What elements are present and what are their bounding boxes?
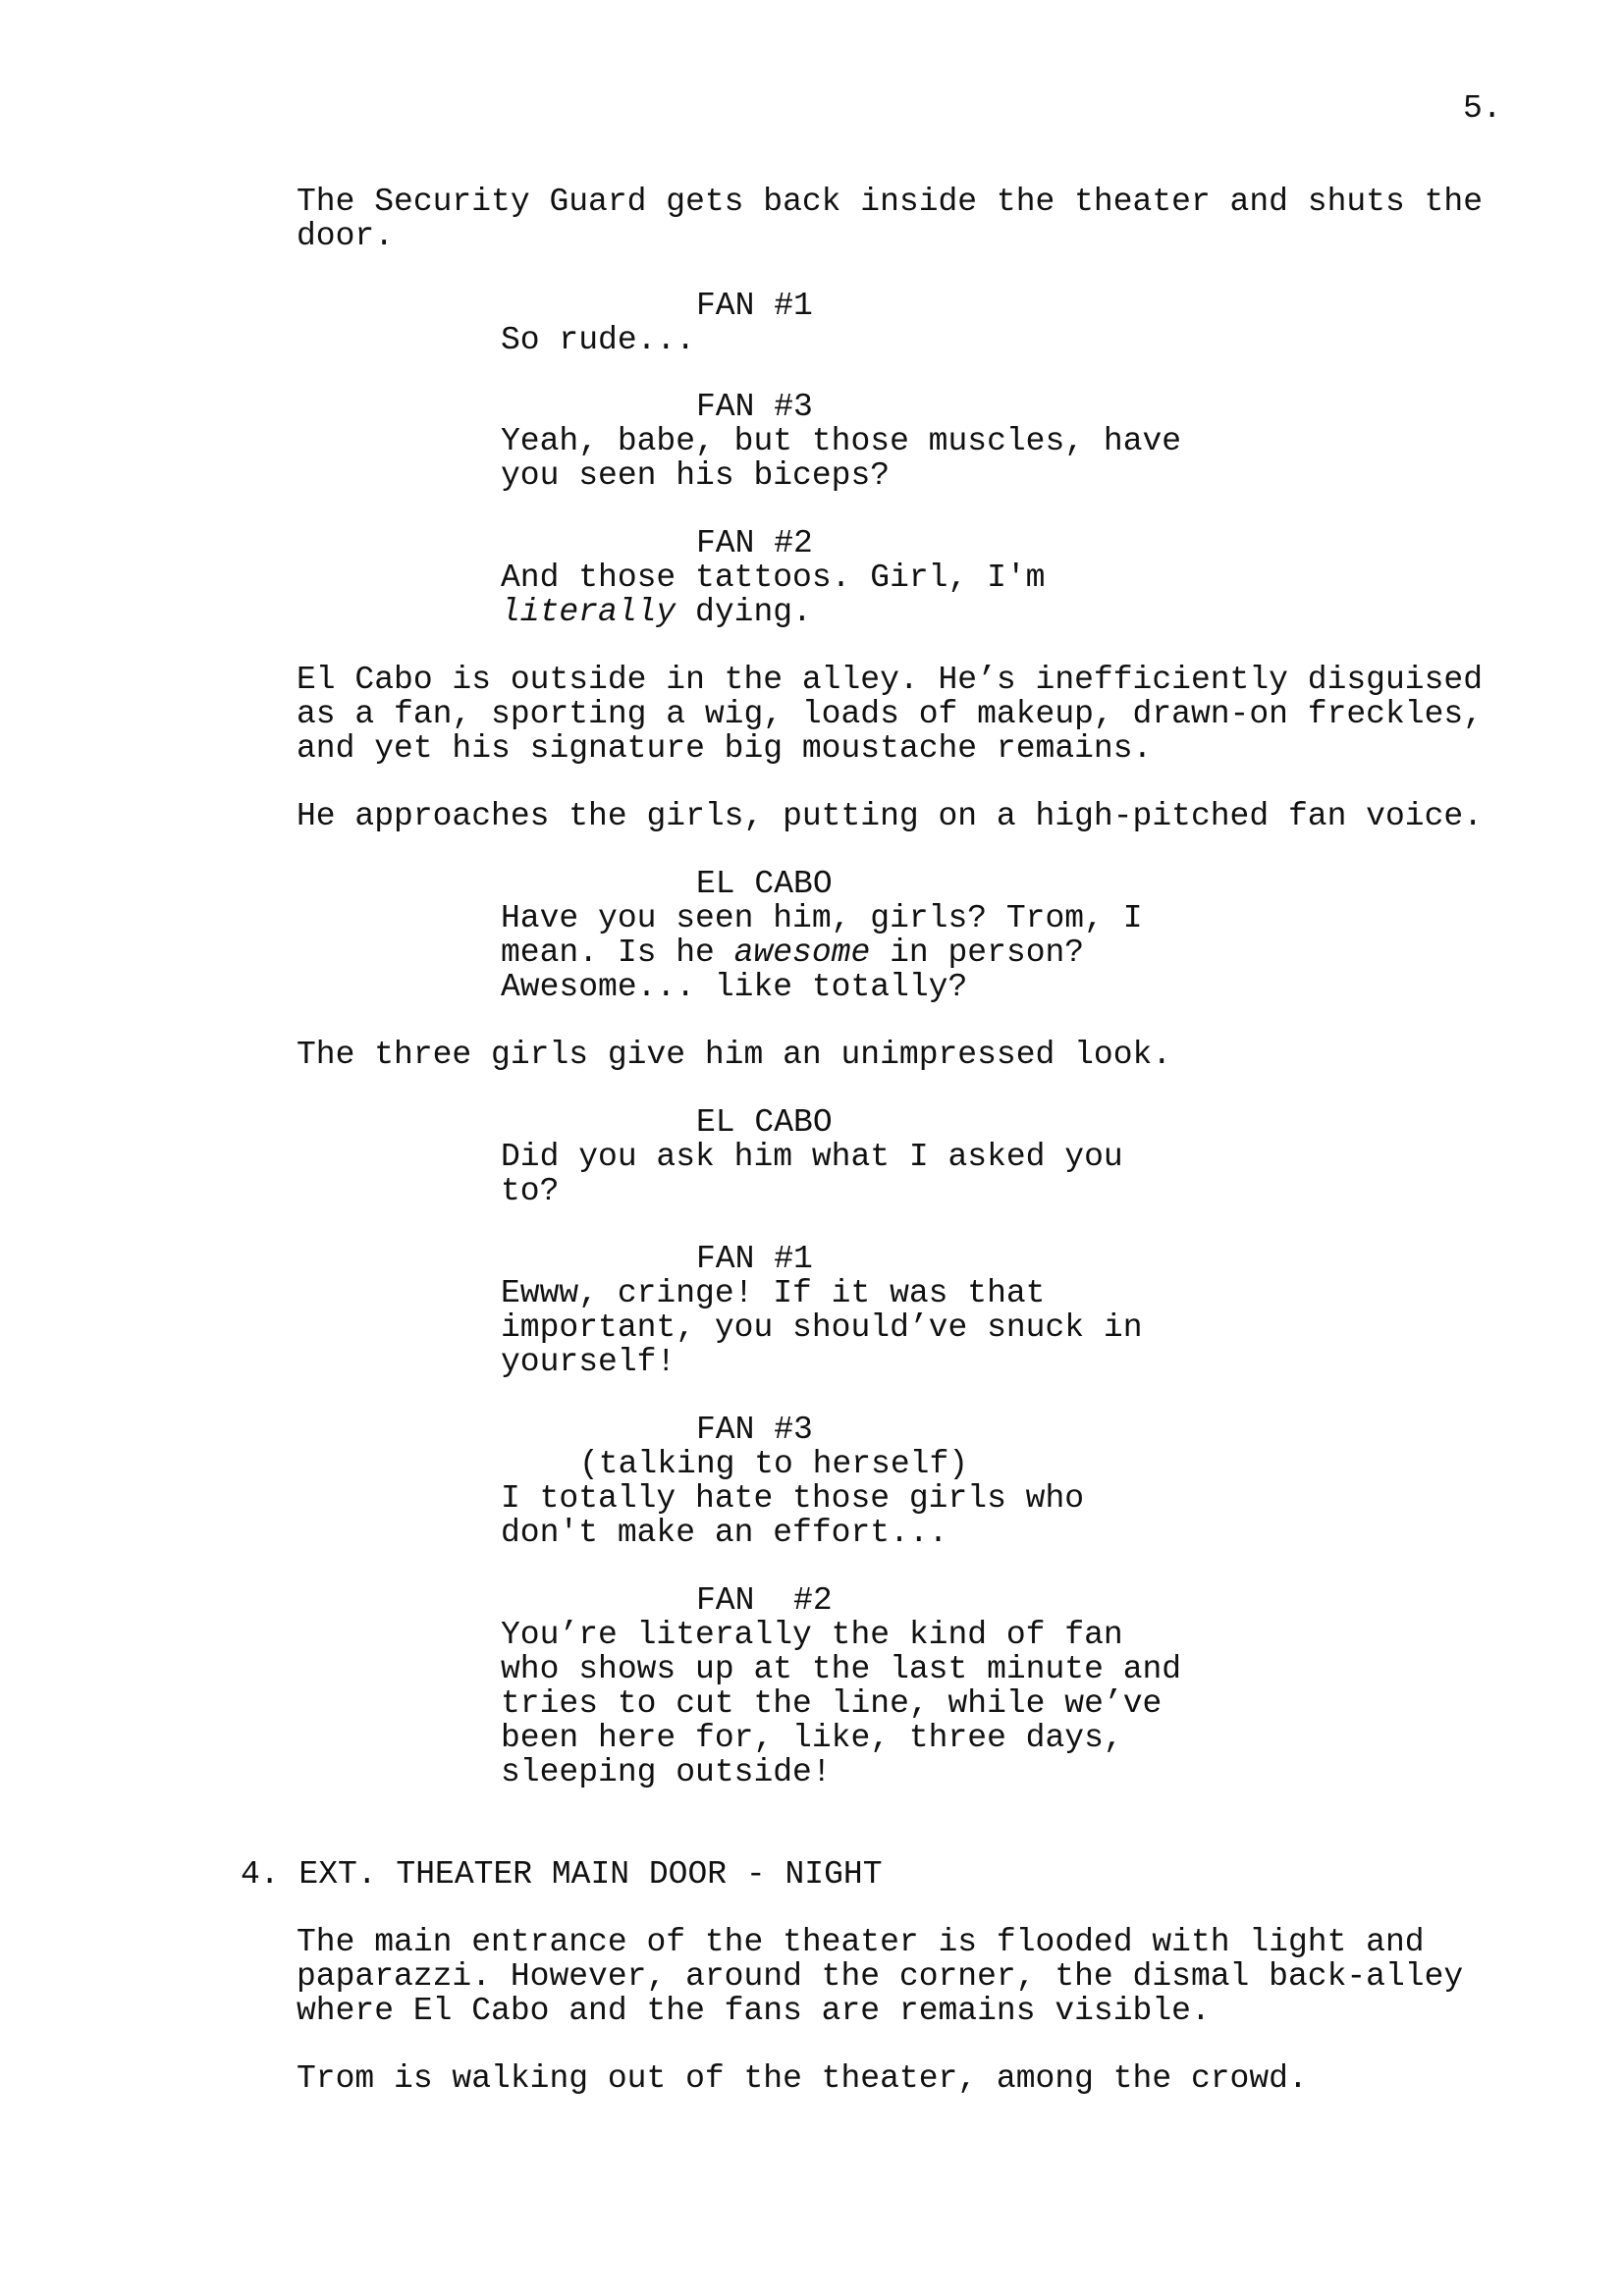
dialogue-line: yourself!: [501, 1344, 676, 1380]
dialogue-line: [501, 595, 812, 629]
dialogue-line: Have you seen him, girls? Trom, I: [501, 900, 1143, 936]
dialogue-line: [501, 935, 1084, 970]
parenthetical: (talking to herself): [579, 1446, 969, 1482]
action-line: and yet his signature big moustache remains.: [297, 730, 1153, 767]
dialogue-line: Yeah, babe, but those muscles, have: [501, 423, 1182, 459]
dialogue-line: to?: [501, 1173, 560, 1209]
italic-word: awesome: [733, 934, 871, 971]
character-cue: FAN #2: [696, 525, 813, 561]
character-cue: FAN #2: [696, 1582, 833, 1619]
italic-word: literally: [501, 594, 676, 630]
character-cue: EL CABO: [696, 1104, 833, 1141]
dialogue-line: important, you should’ve snuck in: [501, 1309, 1143, 1346]
dialogue-line: tries to cut the line, while we’ve: [501, 1685, 1163, 1722]
action-line: door.: [297, 218, 395, 254]
action-line: The main entrance of the theater is flooded with light and: [297, 1924, 1425, 1960]
character-cue: FAN #3: [696, 1412, 813, 1448]
character-cue: FAN #3: [696, 389, 813, 425]
dialogue-line: So rude...: [501, 322, 696, 358]
dialogue-line: you seen his biceps?: [501, 457, 891, 494]
action-line: The Security Guard gets back inside the theater and shuts the: [297, 184, 1483, 220]
action-line: El Cabo is outside in the alley. He’s inefficiently disguised: [297, 662, 1483, 698]
dialogue-line: Awesome... like totally?: [501, 969, 968, 1005]
scene-heading: 4. EXT. THEATER MAIN DOOR - NIGHT: [241, 1856, 883, 1893]
character-cue: EL CABO: [696, 866, 833, 902]
dialogue-line: You’re literally the kind of fan: [501, 1617, 1123, 1653]
dialogue-line: Did you ask him what I asked you: [501, 1139, 1123, 1175]
page-number: 5.: [1463, 90, 1502, 127]
action-line: where El Cabo and the fans are remains visible.: [297, 1993, 1211, 2029]
action-line: He approaches the girls, putting on a high-pitched fan voice.: [297, 798, 1483, 834]
action-line: Trom is walking out of the theater, among the crowd.: [297, 2060, 1308, 2097]
dialogue-line: I totally hate those girls who: [501, 1480, 1085, 1517]
dialogue-line: been here for, like, three days,: [501, 1720, 1123, 1756]
action-line: paparazzi. However, around the corner, the dismal back-alley: [297, 1958, 1464, 1995]
dialogue-text: in person?: [870, 934, 1085, 971]
dialogue-text: dying.: [676, 594, 812, 630]
character-cue: FAN #1: [696, 1241, 813, 1277]
action-line: as a fan, sporting a wig, loads of makeup, drawn-on freckles,: [297, 696, 1483, 732]
dialogue-line: who shows up at the last minute and: [501, 1651, 1182, 1687]
dialogue-text: mean. Is he: [501, 934, 734, 971]
dialogue-line: And those tattoos. Girl, I'm: [501, 560, 1046, 596]
dialogue-line: Ewww, cringe! If it was that: [501, 1275, 1046, 1311]
character-cue: FAN #1: [696, 288, 813, 324]
action-line: The three girls give him an unimpressed look.: [297, 1037, 1172, 1073]
dialogue-line: don't make an effort...: [501, 1515, 948, 1551]
dialogue-line: sleeping outside!: [501, 1754, 832, 1790]
